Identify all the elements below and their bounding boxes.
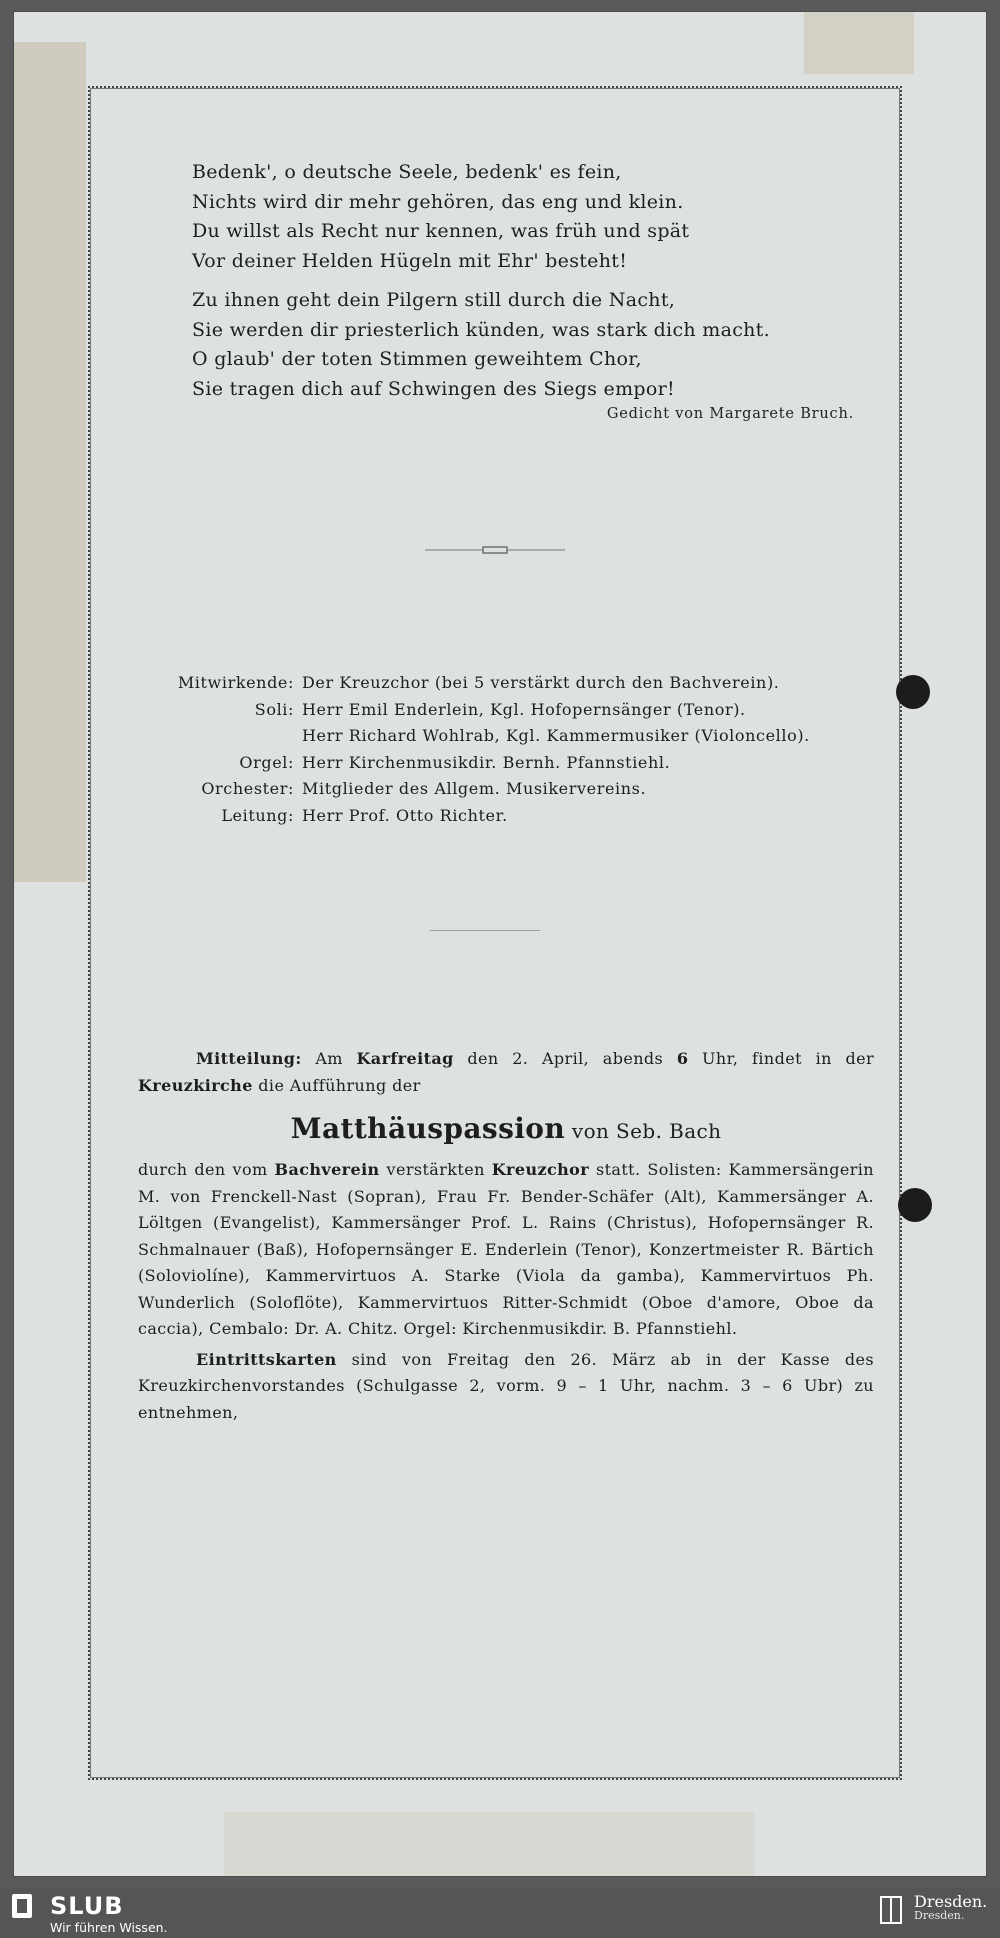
ornament-divider — [425, 544, 565, 556]
performer-role: Soli: — [254, 699, 294, 719]
notice-section — [138, 1046, 874, 1426]
performer-row — [150, 697, 870, 724]
notice-text: Uhr, findet in der — [688, 1049, 874, 1068]
thin-divider — [430, 930, 540, 931]
poem-line: Vor deiner Helden Hügeln mit Ehr' besteht! — [192, 249, 628, 272]
notice-kreuzchor: Kreuzchor — [491, 1160, 590, 1179]
performer-names: Der Kreuzchor (bei 5 verstärkt durch den Bachverein). — [302, 673, 780, 692]
notice-soloists — [138, 1157, 874, 1343]
notice-tickets — [138, 1347, 874, 1427]
poem-line: Sie tragen dich auf Schwingen des Siegs empor! — [192, 377, 675, 400]
notice-intro — [138, 1046, 874, 1099]
performers-list — [150, 670, 870, 829]
work-title — [138, 1113, 874, 1147]
notice-text: sind von Freitag den 26. März ab in der Kasse des Kreuzkirchenvorstandes (Schulgasse 2, vorm. 9 – 1 Uhr, nachm. 3 – 6 Ubr) zu entnehmen, — [138, 1349, 874, 1422]
brand-name[interactable]: SLUB — [50, 1892, 124, 1920]
poem-line: Du willst als Recht nur kennen, was früh und spät — [192, 220, 690, 242]
viewer-footer — [0, 1888, 1000, 1938]
notice-text: statt. Solisten: Kammersängerin M. von Frenckell-Nast (Sopran), Frau Fr. Bender-Schäfer (Alt), Kammersänger A. Löltgen (Evangelist), Kammersänger Prof. L. Rains (Christus), Hofopernsänger R. Schmalnauer (Baß), Hofopernsänger E. Enderlein (Tenor), Konzertmeister R. Bärtich (Soloviolíne), Kammervirtuos A. Starke (Viola da gamba), Kammervirtuos Ph. Wunderlich (Soloflöte), Kammervirtuos Ritter-Schmidt (Oboe d'amore, Oboe da caccia), Cembalo: Dr. A. Chitz. Orgel: Kirchenmusikdir. B. Pfannstiehl. — [138, 1160, 874, 1338]
poem-line: Nichts wird dir mehr gehören, das eng und klein. — [192, 190, 684, 213]
performer-role: Orgel: — [239, 752, 294, 772]
slub-logo-icon — [12, 1894, 32, 1918]
poem-line: Bedenk', o deutsche Seele, bedenk' es fein, — [192, 161, 622, 183]
brand-tagline: Wir führen Wissen. — [50, 1920, 168, 1935]
performer-role: Leitung: — [221, 805, 294, 825]
poem-stanza-2 — [192, 286, 872, 404]
poem — [192, 158, 872, 404]
performer-role — [150, 723, 302, 750]
notice-text: verstärkten — [379, 1160, 492, 1179]
notice-text: die Aufführung der — [252, 1075, 421, 1095]
performer-row — [150, 776, 870, 803]
work-title-composer: von Seb. Bach — [565, 1119, 722, 1143]
notice-text: durch den vom — [138, 1160, 275, 1179]
performer-names: Herr Richard Wohlrab, Kgl. Kammermusiker (Violoncello). — [302, 726, 810, 745]
city-logo[interactable] — [914, 1894, 987, 1922]
performer-row — [150, 803, 870, 830]
performer-role: Orchester: — [201, 779, 294, 798]
performer-names: Herr Emil Enderlein, Kgl. Hofopernsänger (Tenor). — [302, 699, 746, 719]
poem-stanza-1 — [192, 158, 872, 276]
notice-text: Am — [301, 1049, 357, 1068]
city-name: Dresden. — [914, 1892, 988, 1911]
work-title-name: Matthäuspassion — [290, 1112, 566, 1145]
performer-names: Herr Prof. Otto Richter. — [302, 805, 508, 825]
poem-line: O glaub' der toten Stimmen geweihtem Chor, — [192, 348, 642, 370]
notice-hour: 6 — [676, 1049, 689, 1068]
notice-bachverein: Bachverein — [274, 1160, 380, 1179]
tape-strip-left — [14, 42, 86, 882]
notice-kreuzkirche: Kreuzkirche — [138, 1075, 253, 1095]
poem-credit: Gedicht von Margarete Bruch. — [606, 406, 854, 422]
city-name-mirror: Dresden. — [914, 1909, 965, 1922]
poem-line: Zu ihnen geht dein Pilgern still durch die Nacht, — [192, 289, 676, 311]
notice-label: Mitteilung: — [196, 1049, 302, 1068]
performer-row — [150, 750, 870, 777]
punch-hole-lower — [898, 1188, 932, 1222]
city-crest-icon — [880, 1896, 902, 1924]
tape-strip-top — [804, 12, 914, 74]
performer-names: Mitglieder des Allgem. Musikervereins. — [302, 779, 647, 798]
performer-role: Mitwirkende: — [177, 673, 294, 692]
performer-names: Herr Kirchenmusikdir. Bernh. Pfannstiehl. — [302, 752, 671, 772]
notice-tickets-label: Eintrittskarten — [196, 1349, 337, 1369]
notice-karfreitag: Karfreitag — [356, 1049, 454, 1068]
tape-strip-bottom — [224, 1812, 754, 1876]
performer-row — [150, 723, 870, 750]
punch-hole-upper — [896, 675, 930, 709]
performer-row — [150, 670, 870, 697]
notice-text: den 2. April, abends — [453, 1049, 677, 1068]
poem-line: Sie werden dir priesterlich künden, was stark dich macht. — [192, 318, 770, 341]
